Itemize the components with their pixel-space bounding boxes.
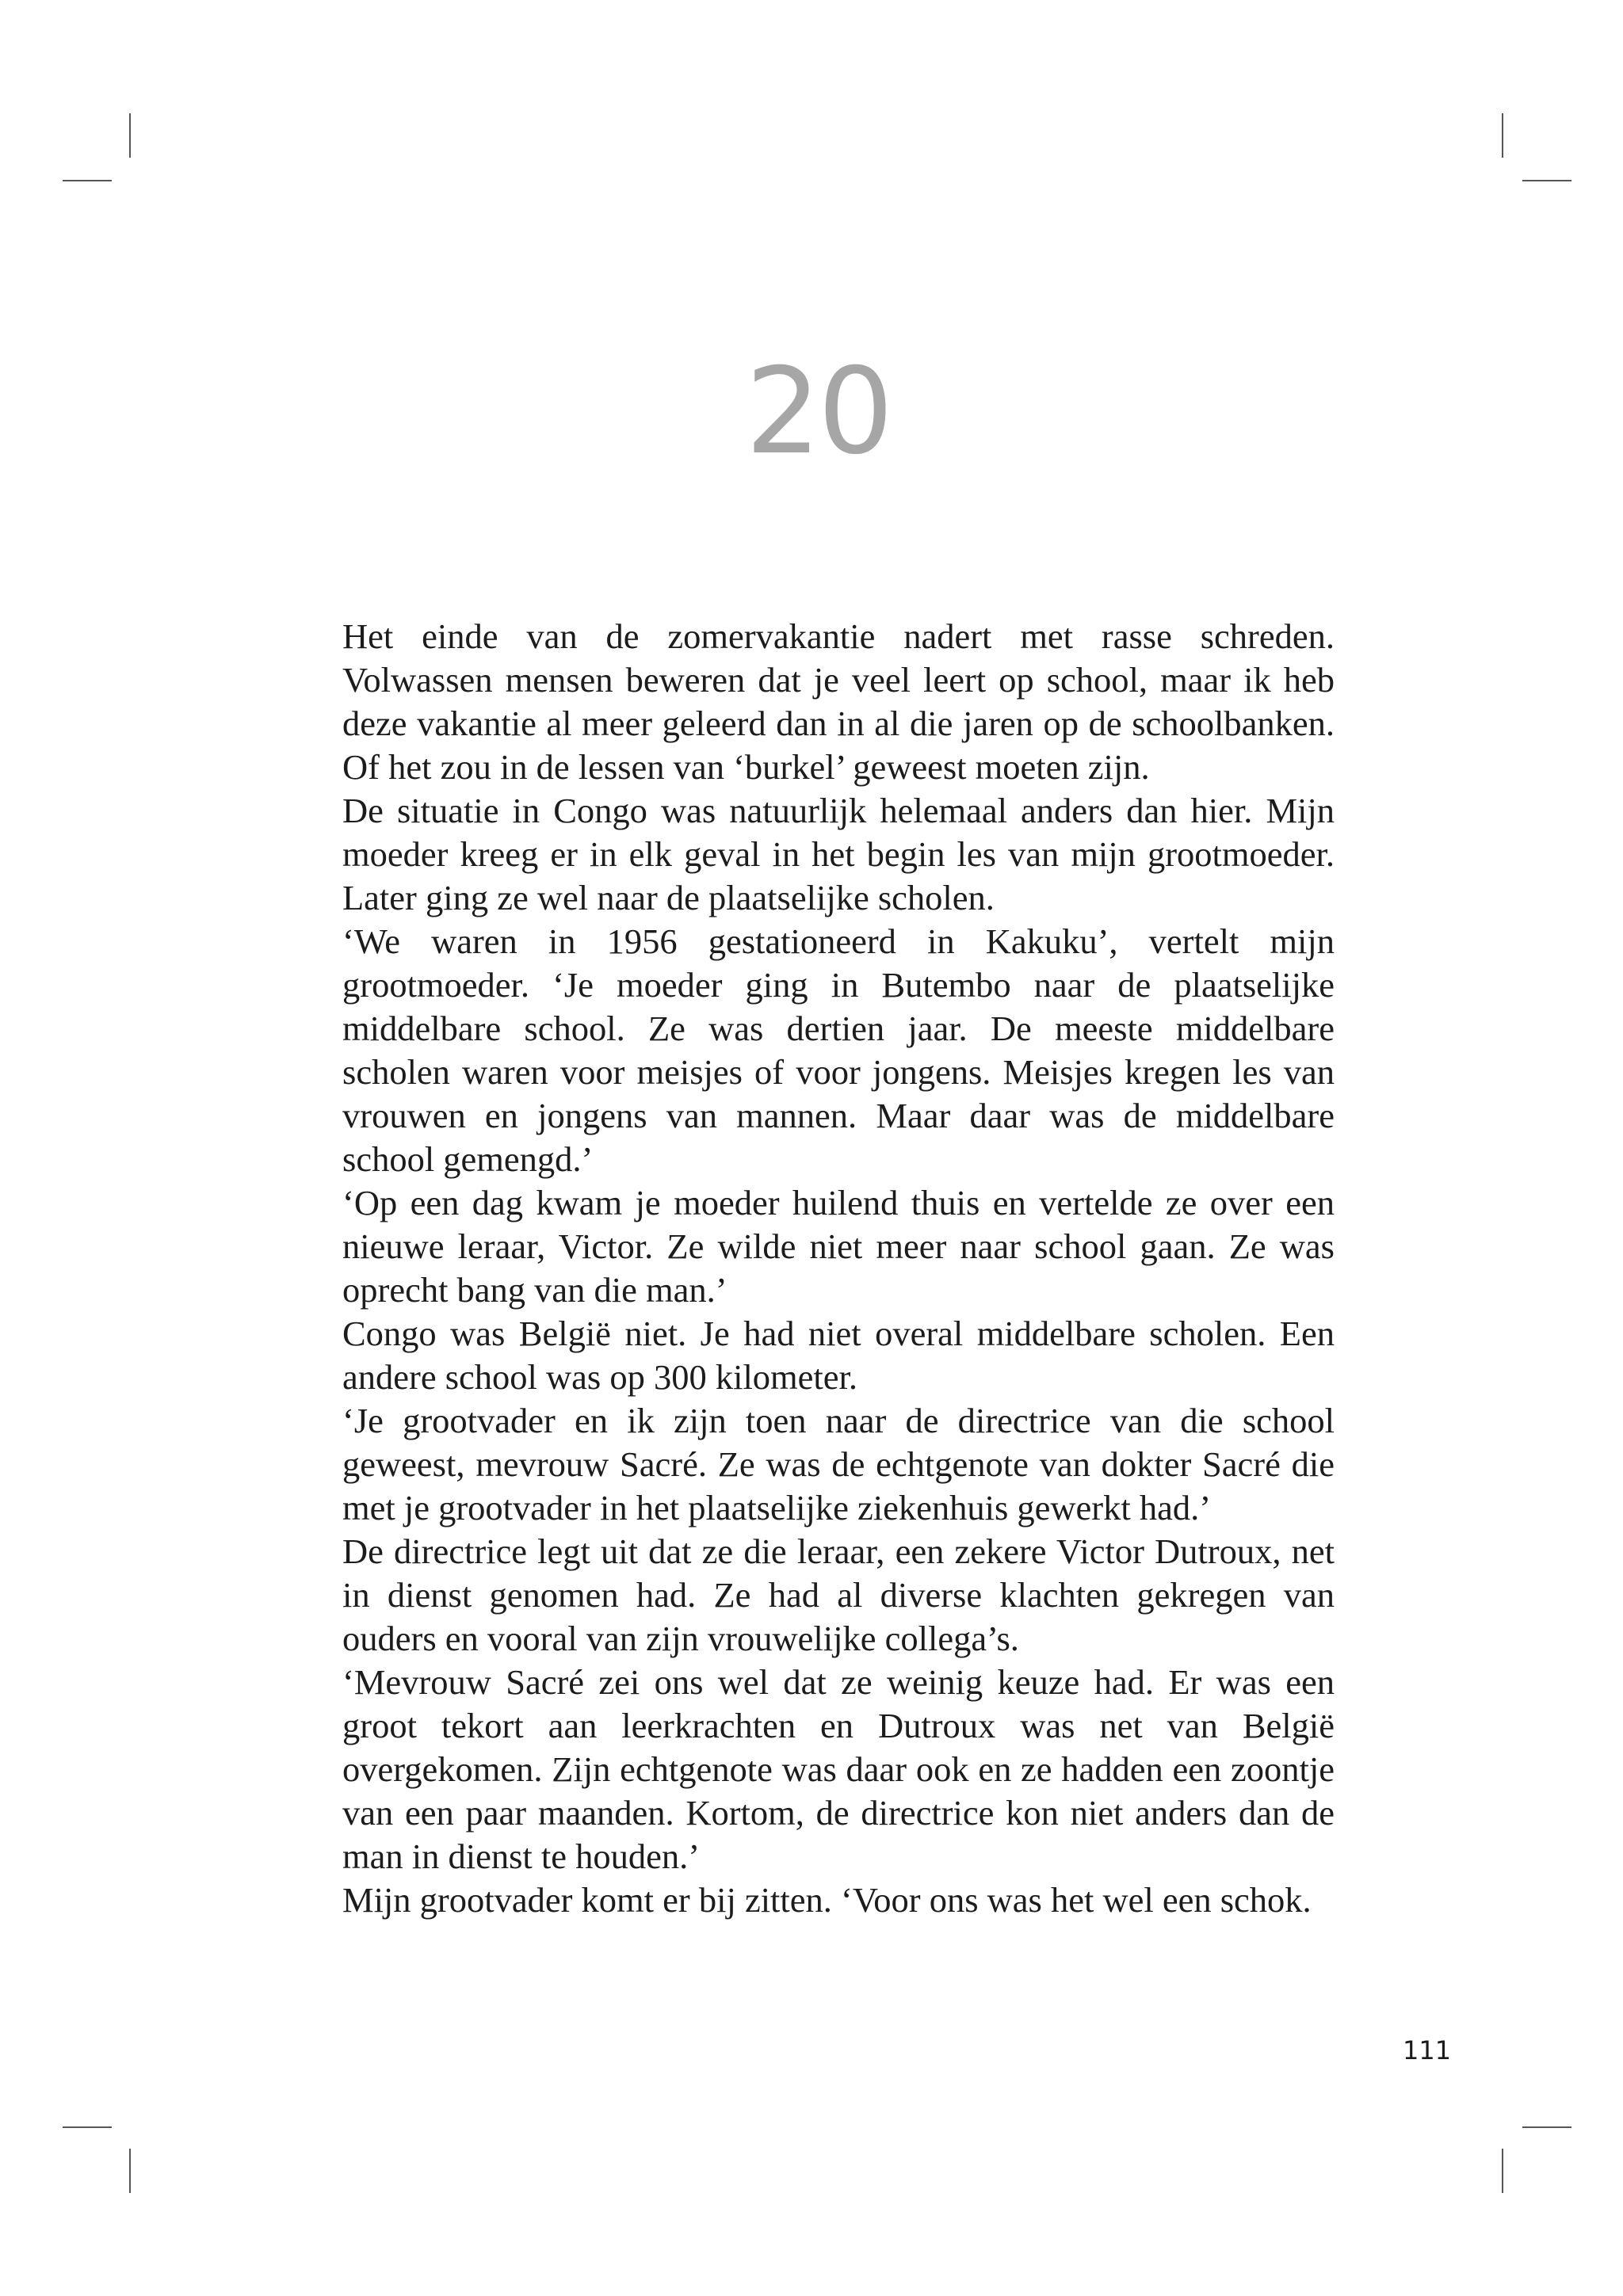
paragraph: De situatie in Congo was natuurlijk helemaal anders dan hier. Mijn moeder kreeg er in elk geval in het begin les van mijn grootmoeder. Later ging ze wel naar de plaatselijke scholen. (342, 791, 1335, 917)
paragraph: De directrice legt uit dat ze die leraar, een zekere Victor Dutroux, net in dienst genomen had. Ze had al diverse klachten gekregen van ouders en vooral van zijn vrouwelijke collega’s. (342, 1531, 1335, 1658)
crop-mark-top-right-horizontal (1522, 180, 1571, 181)
paragraph: Congo was België niet. Je had niet overal middelbare scholen. Een andere school was op 300 kilometer. (342, 1314, 1335, 1397)
crop-mark-bottom-right-horizontal (1522, 2126, 1571, 2128)
paragraph: ‘Je grootvader en ik zijn toen naar de directrice van die school geweest, mevrouw Sacré. Ze was de echtgenote van dokter Sacré die met je grootvader in het plaatselijke ziekenhuis gewerkt had.’ (342, 1401, 1335, 1527)
chapter-body (342, 615, 1335, 1922)
paragraph: ‘We waren in 1956 gestationeerd in Kakuku’, vertelt mijn grootmoeder. ‘Je moeder ging in Butembo naar de plaatselijke middelbare school. Ze was dertien jaar. De meeste middelbare scholen waren voor meisjes of voor jongens. Meisjes kregen les van vrouwen en jongens van mannen. Maar daar was de middelbare school gemengd.’ (342, 921, 1335, 1179)
chapter-number: 20 (745, 343, 891, 481)
paragraph: ‘Op een dag kwam je moeder huilend thuis en vertelde ze over een nieuwe leraar, Victor. Ze wilde niet meer naar school gaan. Ze was oprecht bang van die man.’ (342, 1183, 1335, 1310)
paragraph: Het einde van de zomervakantie nadert met rasse schreden. Volwassen mensen beweren dat je veel leert op school, maar ik heb deze vakantie al meer geleerd dan in al die jaren op de schoolbanken. Of het zou in de lessen van ‘burkel’ geweest moeten zijn. (342, 616, 1335, 787)
crop-mark-top-left-horizontal (63, 180, 112, 181)
crop-mark-bottom-right-vertical (1502, 2149, 1503, 2193)
paragraph: ‘Mevrouw Sacré zei ons wel dat ze weinig keuze had. Er was een groot tekort aan leerkrachten en Dutroux was net van België overgekomen. Zijn echtgenote was daar ook en ze hadden een zoontje van een paar maanden. Kortom, de directrice kon niet anders dan de man in dienst te houden.’ (342, 1662, 1335, 1876)
crop-mark-top-left-vertical (129, 113, 131, 158)
paragraph: Mijn grootvader komt er bij zitten. ‘Voor ons was het wel een schok. (342, 1880, 1312, 1920)
crop-mark-bottom-left-vertical (129, 2149, 131, 2193)
crop-mark-bottom-left-horizontal (63, 2126, 112, 2128)
page-number: 111 (1403, 2035, 1452, 2065)
crop-mark-top-right-vertical (1502, 113, 1503, 158)
